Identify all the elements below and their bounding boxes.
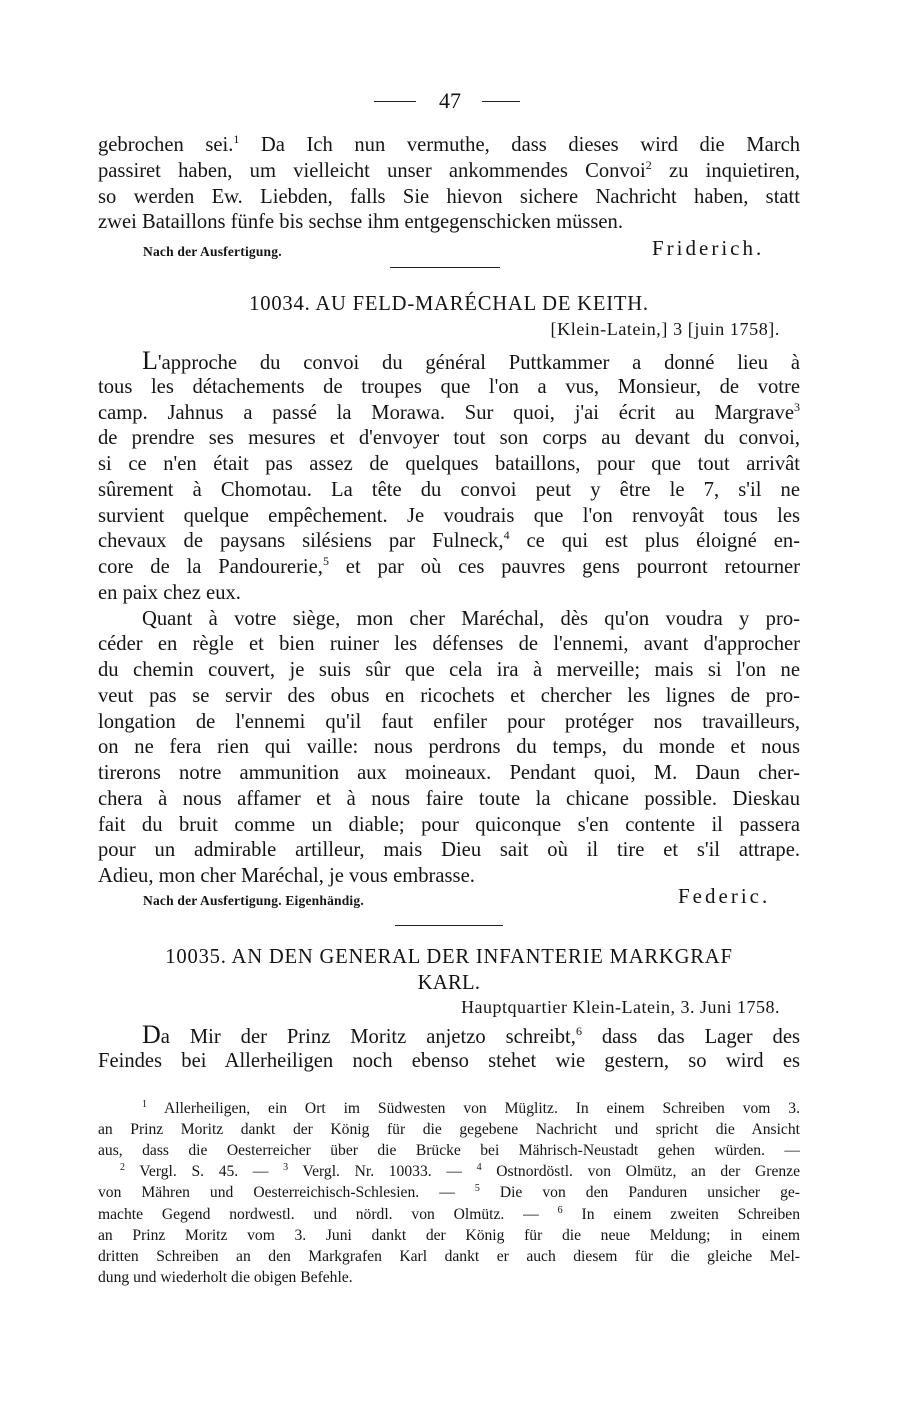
- footnote-marker: 3: [283, 1162, 289, 1174]
- footnote-line: [98, 1246, 800, 1267]
- text-line: [98, 631, 800, 657]
- footnote-marker: 5: [474, 1183, 480, 1195]
- text-run: du chemin couvert, je suis sûr que cela ira à merveille; mais si l'on ne: [98, 659, 800, 681]
- text-run: céder en règle et bien ruiner les défenses de l'ennemi, avant d'approcher: [98, 633, 800, 656]
- text-run: Adieu, mon cher Maréchal, je vous embrasse.: [98, 865, 475, 887]
- text-run: on ne fera rien qui vaille: nous perdrons du temps, du monde et nous: [98, 736, 800, 759]
- text-run: sûrement à Chomotau. La tête du convoi peut y être le 7, s'il ne: [98, 478, 800, 501]
- text-line: [98, 760, 800, 786]
- text-run: fait du bruit comme un diable; pour quiconque s'en contente il passera: [98, 813, 800, 836]
- text-line: [98, 348, 800, 376]
- text-run: passiret haben, um vielleicht unser ankommendes Convoi: [98, 159, 646, 182]
- text-run: zu inquietiren,: [651, 159, 800, 182]
- text-line: [98, 425, 800, 451]
- signature: Friderich.: [652, 236, 765, 260]
- footnote-marker: 6: [557, 1204, 563, 1216]
- letter-dateline: [Klein-Latein,] 3 [juin 1758].: [550, 319, 780, 339]
- text-run: aus, dass die Oesterreicher über die Brücke bei Mährisch-Neustadt gehen würden. —: [98, 1142, 800, 1160]
- text-run: Feindes bei Allerheiligen noch ebenso stehet wie gestern, so wird es: [98, 1049, 800, 1072]
- text-run: tous les détachements de troupes que l'on a vus, Monsieur, de votre: [98, 375, 800, 398]
- text-run: Ostnordöstl. von Olmütz, an der Grenze: [481, 1163, 801, 1181]
- text-run: In einem zweiten Schreiben: [562, 1205, 800, 1223]
- text-line: [98, 400, 800, 426]
- footnote-line: [98, 1119, 800, 1140]
- text-run: Quant à votre siège, mon cher Maréchal, dès qu'on voudra y pro-: [142, 607, 800, 630]
- text-run: Allerheiligen, ein Ort im Südwesten von Müglitz. In einem Schreiben vom 3.: [147, 1100, 800, 1117]
- text-line: [98, 606, 800, 632]
- text-run: zwei Bataillons fünfe bis sechse ihm entgegenschicken müssen.: [98, 211, 623, 234]
- text-run: dung und wiederholt die obigen Befehle.: [98, 1268, 353, 1286]
- source-note: Nach der Ausfertigung.: [143, 244, 282, 259]
- text-line: [98, 580, 800, 606]
- footnote-line: [98, 1098, 800, 1119]
- text-run: Die von den Panduren unsicher ge-: [479, 1184, 800, 1202]
- footnote-line: [98, 1140, 800, 1161]
- text-run: longation de l'ennemi qu'il faut enfiler pour protéger nos travailleurs,: [98, 710, 800, 733]
- text-run: dritten Schreiben an den Markgrafen Karl dankt er auch diesem für die gleiche Mel-: [98, 1247, 800, 1265]
- text-line: [98, 528, 800, 554]
- footnote-line: [98, 1204, 800, 1225]
- text-run: so werden Ew. Liebden, falls Sie hievon sichere Nachricht haben, statt: [98, 185, 800, 208]
- text-line: [98, 657, 800, 683]
- text-line: [98, 374, 800, 400]
- text-run: pour un admirable artilleur, mais Dieu sait où il tire et s'il attrape.: [98, 839, 800, 862]
- footnote-marker: 6: [575, 1024, 582, 1039]
- text-run: machte Gegend nordwestl. und nördl. von Olmütz. —: [98, 1205, 558, 1223]
- text-line: [98, 1048, 800, 1074]
- signature: Federic.: [678, 884, 771, 908]
- footnote-marker: 1: [233, 132, 240, 147]
- text-line: [98, 786, 800, 812]
- text-run: ce qui est plus éloigné en-: [509, 530, 800, 553]
- text-run: an Prinz Moritz vom 3. Juni dankt der König für die neue Meldung; in einem: [98, 1226, 800, 1244]
- footnote-marker: 4: [503, 528, 510, 543]
- source-note: Nach der Ausfertigung. Eigenhändig.: [143, 893, 364, 908]
- text-run: camp. Jahnus a passé la Morawa. Sur quoi, j'ai écrit au Margrave: [98, 401, 794, 424]
- text-line: [98, 477, 800, 503]
- text-line: [98, 503, 800, 529]
- text-line: [98, 209, 800, 235]
- text-run: en paix chez eux.: [98, 581, 241, 604]
- text-line: [98, 184, 800, 210]
- initial-letter: L: [142, 346, 158, 375]
- text-run: Vergl. Nr. 10033. —: [288, 1163, 477, 1181]
- text-run: dass das Lager des: [581, 1026, 800, 1048]
- text-run: gebrochen sei.: [98, 134, 234, 156]
- text-run: chevaux de paysans silésiens par Fulneck,: [98, 530, 504, 553]
- text-line: [98, 451, 800, 477]
- text-line: [98, 812, 800, 838]
- text-run: Vergl. S. 45. —: [125, 1163, 284, 1181]
- letter-heading: 10035. AN DEN GENERAL DER INFANTERIE MARKGRAF: [165, 946, 733, 968]
- text-run: a Mir der Prinz Moritz anjetzo schreibt,: [160, 1026, 576, 1048]
- text-line: [98, 837, 800, 863]
- footnote-marker: 1: [142, 1098, 147, 1110]
- footnote-line: [98, 1267, 800, 1288]
- footnote-line: [98, 1161, 800, 1182]
- footnote-line: [98, 1182, 800, 1203]
- letter-heading: 10034. AU FELD-MARÉCHAL DE KEITH.: [249, 293, 649, 315]
- text-line: [98, 158, 800, 184]
- text-run: et par où ces pauvres gens pourront retourner: [328, 556, 800, 578]
- section-divider: [395, 925, 503, 926]
- text-run: veut pas se servir des obus en ricochets et chercher les lignes de pro-: [98, 684, 800, 707]
- text-run: survient quelque empêchement. Je voudrais que l'on renvoyât tous les: [98, 504, 800, 527]
- text-line: [98, 554, 800, 580]
- footnote-marker: 2: [120, 1162, 125, 1174]
- letter-dateline: Hauptquartier Klein-Latein, 3. Juni 1758.: [461, 997, 780, 1017]
- footnote-marker: 3: [794, 399, 800, 414]
- text-run: de prendre ses mesures et d'envoyer tout son corps au devant du convoi,: [98, 427, 800, 450]
- footnote-marker: 2: [645, 157, 652, 172]
- text-run: von Mähren und Oesterreichisch-Schlesien. —: [98, 1184, 475, 1202]
- section-divider: [390, 267, 500, 268]
- initial-letter: D: [142, 1020, 161, 1049]
- page-number: 47: [439, 88, 461, 113]
- header-rule-right: [482, 101, 520, 102]
- footnote-marker: 4: [476, 1162, 482, 1174]
- letter-heading: KARL.: [417, 972, 481, 994]
- text-line: [98, 683, 800, 709]
- text-line: [98, 709, 800, 735]
- text-run: tirerons notre ammunition aux moineaux. Pendant quoi, M. Daun cher-: [98, 762, 800, 784]
- text-line: [98, 132, 800, 158]
- footnote-line: [98, 1225, 800, 1246]
- footnote-marker: 5: [322, 554, 329, 569]
- text-line: [98, 734, 800, 760]
- text-run: Da Ich nun vermuthe, dass dieses wird die March: [239, 134, 801, 156]
- text-run: core de la Pandourerie,: [98, 556, 323, 578]
- text-run: 'approche du convoi du général Puttkammer a donné lieu à: [157, 352, 800, 374]
- text-run: si ce n'en était pas assez de quelques bataillons, pour que tout arrivât: [98, 453, 800, 475]
- text-run: an Prinz Moritz dankt der König für die gegebene Nachricht und spricht die Ansicht: [98, 1121, 800, 1139]
- text-run: chera à nous affamer et à nous faire toute la chicane possible. Dieskau: [98, 787, 800, 810]
- text-line: [98, 1022, 800, 1050]
